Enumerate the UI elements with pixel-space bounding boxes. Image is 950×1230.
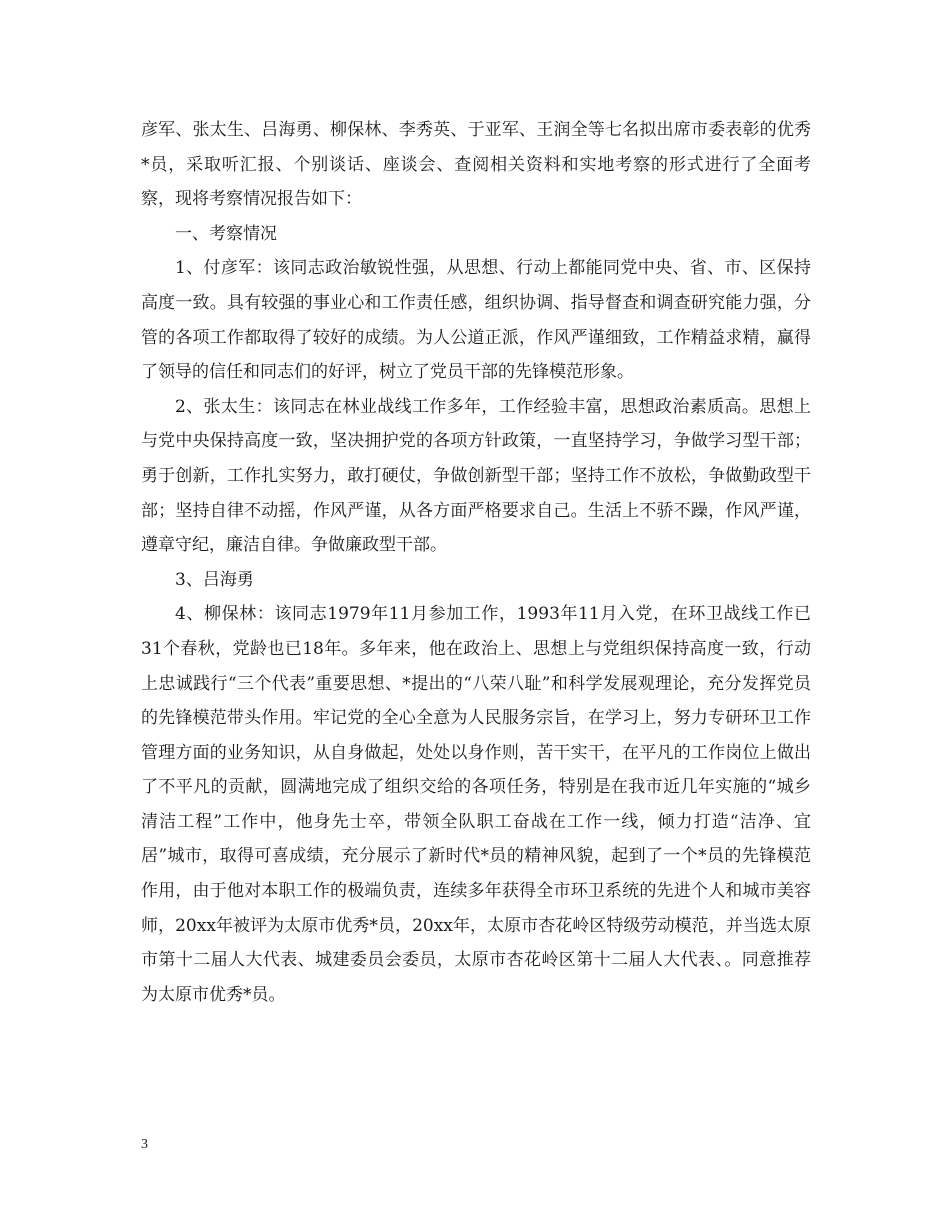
document-body [141,113,811,1012]
page-number: 3 [141,1137,148,1152]
paragraph-fu-yanjun: 1、付彦军：该同志政治敏锐性强，从思想、行动上都能同党中央、省、市、区保持高度一致。具有较强的事业心和工作责任感，组织协调、指导督查和调查研究能力强，分管的各项工作都取得了较好的成绩。为人公道正派，作风严谨细致，工作精益求精，赢得了领导的信任和同志们的好评，树立了党员干部的先锋模范形象。 [141,258,811,383]
section-heading: 一、考察情况 [175,223,277,244]
paragraph-intro: 彦军、张太生、吕海勇、柳保林、李秀英、于亚军、王润全等七名拟出席市委表彰的优秀*员，采取听汇报、个别谈话、座谈会、查阅相关资料和实地考察的形式进行了全面考察，现将考察情况报告如下： [141,120,811,210]
paragraph-lv-haiyong: 3、吕海勇 [175,569,254,590]
paragraph-liu-baolin: 4、柳保林：该同志1979年11月参加工作，1993年11月入党，在环卫战线工作已31个春秋，党龄也已18年。多年来，他在政治上、思想上与党组织保持高度一致，行动上忠诚践行“三个代表”重要思想、*提出的“八荣八耻”和科学发展观理论，充分发挥党员的先锋模范带头作用。牢记党的全心全意为人民服务宗旨，在学习上，努力专研环卫工作管理方面的业务知识，从自身做起，处处以身作则，苦干实干，在平凡的工作岗位上做出了不平凡的贡献，圆满地完成了组织交给的各项任务，特别是在我市近几年实施的“城乡清洁工程”工作中，他身先士卒，带领全队职工奋战在工作一线，倾力打造“洁净、宜居”城市，取得可喜成绩，充分展示了新时代*员的精神风貌，起到了一个*员的先锋模范作用，由于他对本职工作的极端负责，连续多年获得全市环卫系统的先进个人和城市美容师，20xx年被评为太原市优秀*员，20xx年，太原市杏花岭区特级劳动模范，并当选太原市第十二届人大代表、城建委员会委员，太原市杏花岭区第十二届人大代表、。同意推荐为太原市优秀*员。 [141,604,811,1005]
paragraph-zhang-taisheng: 2、张太生：该同志在林业战线工作多年，工作经验丰富，思想政治素质高。思想上与党中央保持高度一致，坚决拥护党的各项方针政策，一直坚持学习，争做学习型干部；勇于创新，工作扎实努力，敢打硬仗，争做创新型干部；坚持工作不放松，争做勤政型干部；坚持自律不动摇，作风严谨，从各方面严格要求自己。生活上不骄不躁，作风严谨，遵章守纪，廉洁自律。争做廉政型干部。 [141,396,811,556]
